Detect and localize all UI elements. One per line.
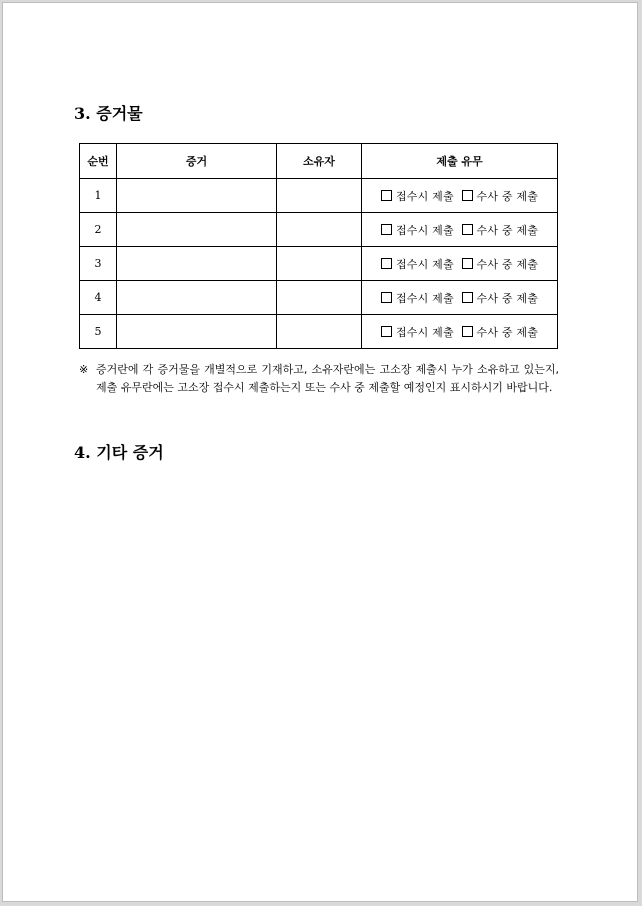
evidence-cell[interactable] — [117, 179, 277, 213]
owner-cell[interactable] — [277, 179, 362, 213]
submit-during-investigation-label: 수사 중 제출 — [476, 189, 539, 203]
evidence-cell[interactable] — [117, 213, 277, 247]
submit-at-filing-label: 접수시 제출 — [395, 257, 454, 271]
section-4-heading: 4. 기타 증거 — [74, 443, 164, 462]
table-row — [80, 213, 558, 247]
submit-at-filing-label: 접수시 제출 — [395, 189, 454, 203]
header-submission: 제출 유무 — [362, 144, 558, 179]
submit-at-filing-checkbox[interactable] — [381, 224, 392, 235]
document-page — [2, 2, 638, 902]
section-3-heading: 3. 증거물 — [74, 104, 143, 123]
row-number: 1 — [80, 179, 117, 213]
row-number: 5 — [80, 315, 117, 349]
table-row — [80, 281, 558, 315]
row-number: 4 — [80, 281, 117, 315]
table-row — [80, 247, 558, 281]
owner-cell[interactable] — [277, 281, 362, 315]
submit-during-investigation-label: 수사 중 제출 — [476, 291, 539, 305]
submit-at-filing-checkbox[interactable] — [381, 190, 392, 201]
submission-cell — [362, 315, 558, 349]
reference-mark-icon: ※ — [79, 363, 89, 376]
submit-during-investigation-checkbox[interactable] — [462, 258, 473, 269]
submit-at-filing-label: 접수시 제출 — [395, 325, 454, 339]
submit-during-investigation-label: 수사 중 제출 — [476, 223, 539, 237]
submit-during-investigation-checkbox[interactable] — [462, 224, 473, 235]
submit-during-investigation-label: 수사 중 제출 — [476, 325, 539, 339]
submission-cell — [362, 179, 558, 213]
owner-cell[interactable] — [277, 247, 362, 281]
owner-cell[interactable] — [277, 213, 362, 247]
submit-during-investigation-checkbox[interactable] — [462, 292, 473, 303]
evidence-table — [79, 143, 558, 349]
header-owner: 소유자 — [277, 144, 362, 179]
row-number: 3 — [80, 247, 117, 281]
table-row — [80, 179, 558, 213]
submit-at-filing-checkbox[interactable] — [381, 258, 392, 269]
evidence-cell[interactable] — [117, 281, 277, 315]
evidence-cell[interactable] — [117, 247, 277, 281]
header-evidence: 증거 — [117, 144, 277, 179]
submission-cell — [362, 281, 558, 315]
submit-at-filing-label: 접수시 제출 — [395, 291, 454, 305]
evidence-cell[interactable] — [117, 315, 277, 349]
row-number: 2 — [80, 213, 117, 247]
owner-cell[interactable] — [277, 315, 362, 349]
table-row — [80, 315, 558, 349]
note-text: 증거란에 각 증거물을 개별적으로 기재하고, 소유자란에는 고소장 제출시 누가 소유하고 있는지, 제출 유무란에는 고소장 접수시 제출하는지 또는 수사 중 제출할 예정인지 표시하시기 바랍니다. — [96, 363, 559, 394]
submit-during-investigation-label: 수사 중 제출 — [476, 257, 539, 271]
submit-at-filing-checkbox[interactable] — [381, 292, 392, 303]
submission-cell — [362, 247, 558, 281]
submit-at-filing-checkbox[interactable] — [381, 326, 392, 337]
submit-at-filing-label: 접수시 제출 — [395, 223, 454, 237]
evidence-note — [79, 361, 559, 397]
submit-during-investigation-checkbox[interactable] — [462, 326, 473, 337]
header-no: 순번 — [80, 144, 117, 179]
submission-cell — [362, 213, 558, 247]
table-header-row — [80, 144, 558, 179]
submit-during-investigation-checkbox[interactable] — [462, 190, 473, 201]
